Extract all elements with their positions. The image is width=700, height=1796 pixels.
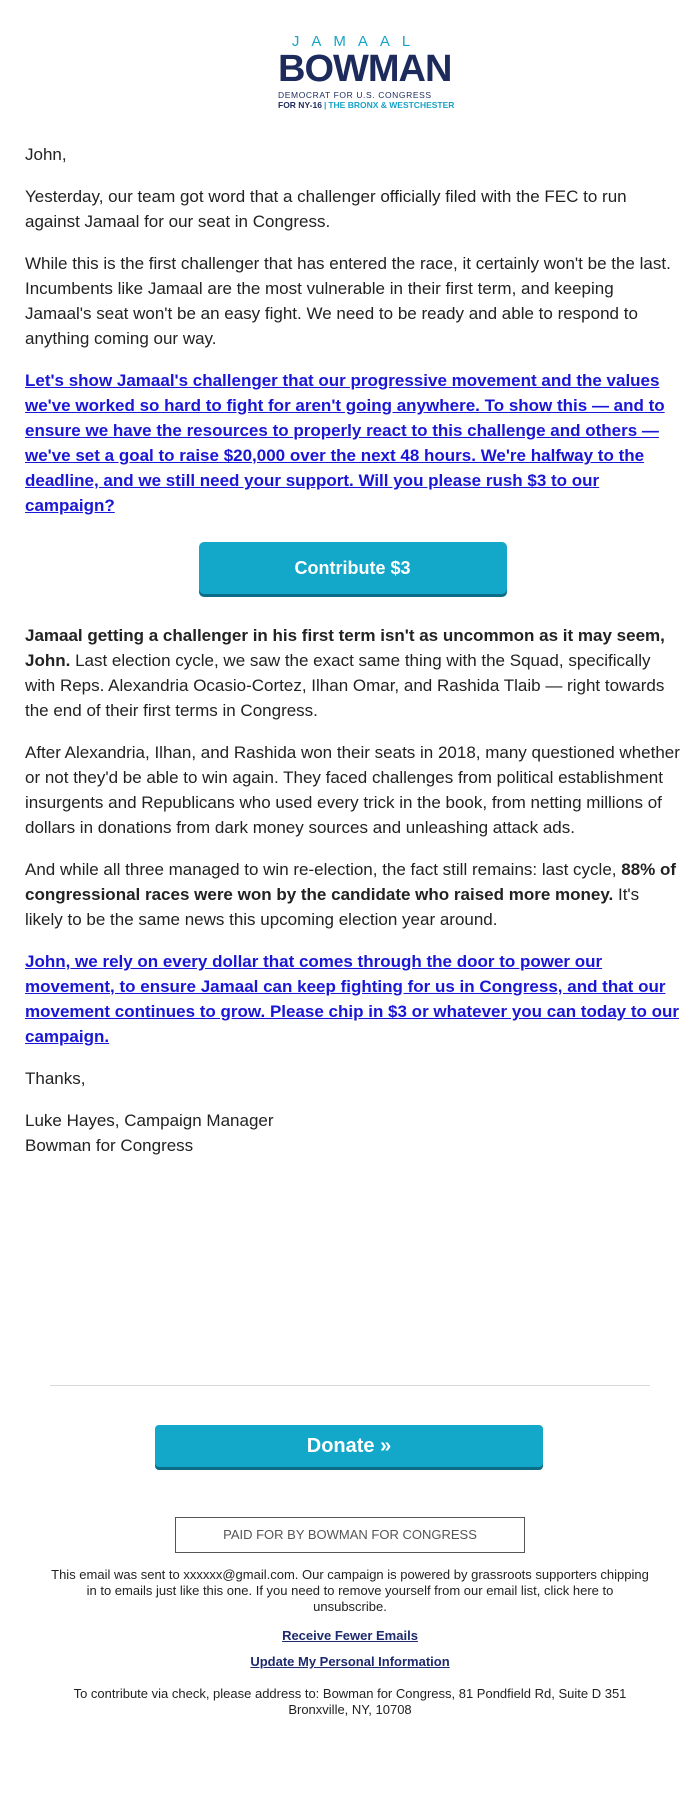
cta-link-chip-in[interactable]: John, we rely on every dollar that comes through the door to power our movement, to ensure Jamaal can keep fighting for us in Congress, and that our movement continues to grow. Please chip in $3 or whatever you can today to our campaign. — [25, 952, 680, 1046]
money-stat-end: It's likely to be the same news this upcoming election year around. — [25, 885, 640, 929]
paragraph-reelection-challenges: After Alexandria, Ilhan, and Rashida won their seats in 2018, many questioned whether or not they'd be able to win again. They faced challenges from political establishment insurgents and Republicans who used every trick in the book, from netting millions of dollars in donations from dark money sources and unleashing attack ads. — [25, 743, 680, 837]
money-stat-start: And while all three managed to win re-election, the fact still remains: last cycle, — [25, 860, 622, 879]
receive-fewer-emails-link[interactable]: Receive Fewer Emails — [282, 1628, 418, 1643]
footer-divider — [50, 1385, 650, 1386]
logo-first-name: JAMAAL — [291, 33, 423, 50]
signer-org: Bowman for Congress — [25, 1136, 194, 1155]
contribute-button-wrap — [25, 542, 680, 594]
logo-district: FOR NY-16 — [278, 100, 322, 110]
email-body — [25, 142, 680, 1158]
paid-for-disclaimer: PAID FOR BY BOWMAN FOR CONGRESS — [175, 1517, 525, 1553]
money-stat-bold: 88% of congressional races were won by the candidate who raised more money. — [25, 860, 677, 904]
address-line-1: To contribute via check, please address to: Bowman for Congress, 81 Pondfield Rd, Suite D 351 — [73, 1686, 627, 1701]
cta-paragraph — [25, 368, 680, 518]
paragraph-money-stat — [25, 857, 680, 932]
donate-button[interactable]: Donate » — [155, 1425, 543, 1467]
greeting: John, — [25, 145, 67, 164]
logo-area: THE BRONX & WESTCHESTER — [328, 100, 455, 110]
signature — [25, 1108, 680, 1158]
squad-bold-lead: Jamaal getting a challenger in his first term isn't as uncommon as it may seem, John. — [25, 626, 665, 670]
logo-district-line — [278, 100, 455, 111]
address-line-2: Bronxville, NY, 10708 — [288, 1702, 412, 1717]
contribute-button[interactable]: Contribute $3 — [199, 542, 507, 594]
cta-paragraph-2 — [25, 949, 680, 1049]
paragraph-squad — [25, 623, 680, 723]
unsubscribe-notice: This email was sent to xxxxxx@gmail.com. Our campaign is powered by grassroots supporters chipping in to emails just like this one. If you need to remove yourself from our email list, click here to unsubscribe. — [51, 1567, 649, 1614]
squad-rest: Last election cycle, we saw the exact same thing with the Squad, specifically with Reps. Alexandria Ocasio-Cortez, Ilhan Omar, and Rashida Tlaib — right towards the end of their first terms in Congress. — [25, 651, 665, 720]
mailing-address — [50, 1686, 650, 1718]
update-personal-info-link[interactable]: Update My Personal Information — [250, 1654, 450, 1669]
paragraph-incumbent-vulnerable: While this is the first challenger that has entered the race, it certainly won't be the last. Incumbents like Jamaal are the most vulnerable in their first term, and keeping Jamaal's seat won't be an easy fight. We need to be ready and able to respond to anything coming our way. — [25, 254, 671, 348]
campaign-logo — [278, 33, 455, 111]
logo-separator: | — [323, 100, 327, 110]
sign-off: Thanks, — [25, 1069, 86, 1088]
signer-name: Luke Hayes, Campaign Manager — [25, 1111, 274, 1130]
logo-subtitle: DEMOCRAT FOR U.S. CONGRESS — [278, 90, 432, 100]
cta-link-rush-3[interactable]: Let's show Jamaal's challenger that our progressive movement and the values we've worked so hard to fight for aren't going anywhere. To show this — and to ensure we have the resources to properly react to this challenge and others — we've set a goal to raise $20,000 over the next 48 hours. We're halfway to the deadline, and we still need your support. Will you please rush $3 to our campaign? — [25, 371, 665, 515]
paragraph-challenger-filed: Yesterday, our team got word that a challenger officially filed with the FEC to run against Jamaal for our seat in Congress. — [25, 187, 627, 231]
logo-last-name: BOWMAN — [278, 48, 452, 90]
